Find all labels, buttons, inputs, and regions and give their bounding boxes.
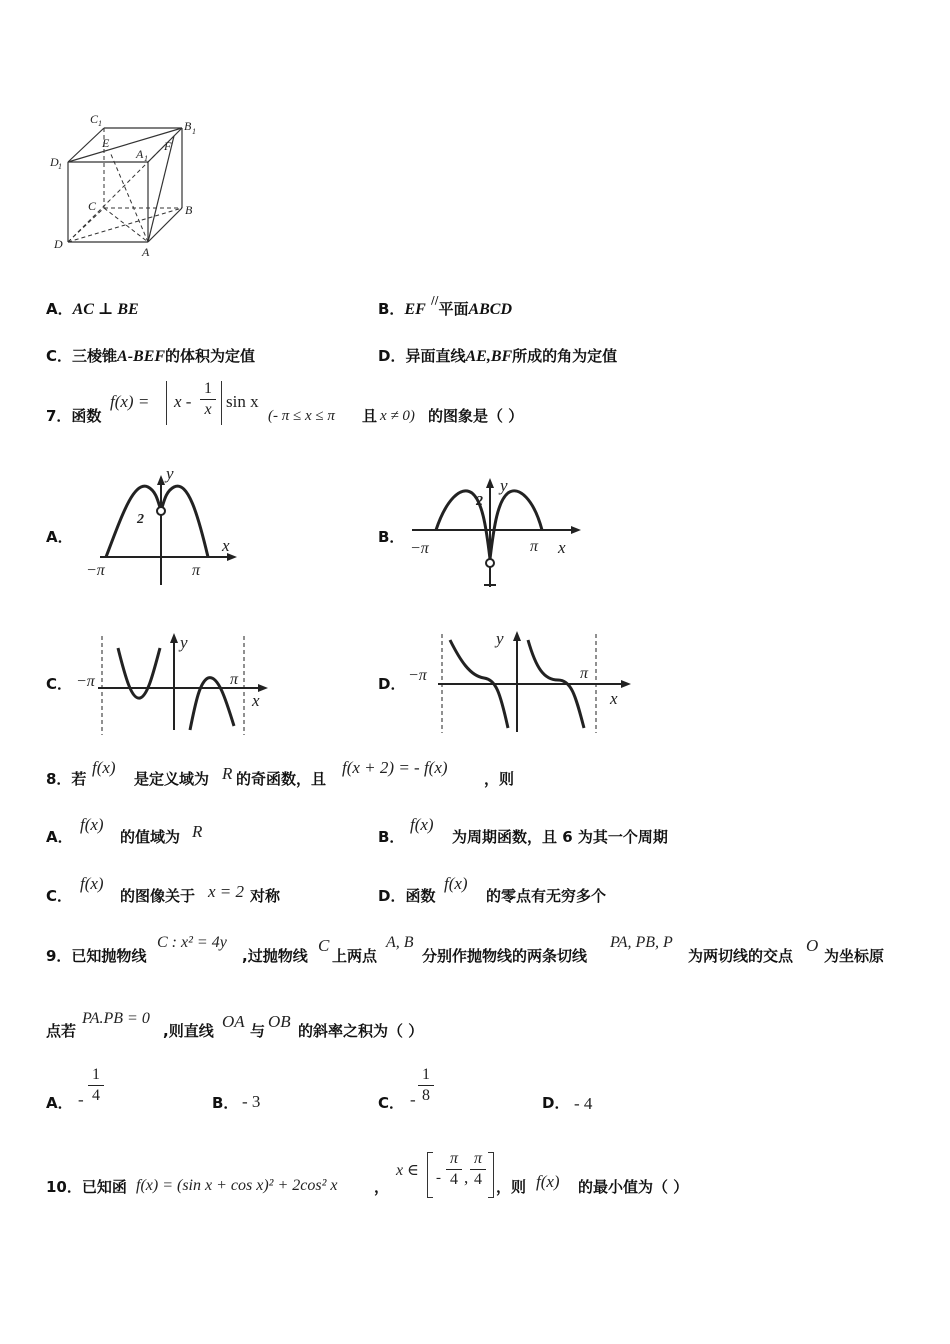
q7-option-a[interactable]: A． <box>46 528 73 546</box>
graph-a-y-label: y <box>166 464 174 483</box>
svg-text:1: 1 <box>98 119 102 128</box>
cube-figure <box>40 110 210 260</box>
q10-function: f(x) = (sin x + cos x)² + 2cos² x <box>136 1177 338 1194</box>
q6-option-d[interactable]: D．异面直线AE,BF所成的角为定值 <box>378 347 618 365</box>
q9-number: 9．已知抛物线 <box>46 947 147 965</box>
q9-option-a[interactable]: A． <box>46 1094 73 1112</box>
q8-eq: f(x + 2) = - f(x) <box>342 758 448 777</box>
q9-option-c[interactable]: C． <box>378 1094 405 1112</box>
cube-label-d1: D <box>50 155 59 169</box>
q8-option-d[interactable]: D．函数 <box>378 887 436 905</box>
q6-option-c[interactable]: C．三棱锥A-BEF的体积为定值 <box>46 347 256 365</box>
q7-graph-b[interactable] <box>406 475 581 590</box>
q7-neq: x ≠ 0) <box>380 408 415 424</box>
q7-f-lhs: f(x) = <box>110 392 150 411</box>
q7-number: 7．函数 <box>46 407 102 425</box>
q7-option-d[interactable]: D． <box>378 675 406 693</box>
q9-dot-product: PA.PB = 0 <box>82 1010 150 1027</box>
q9-c-frac: 1 8 <box>418 1066 434 1105</box>
q7-option-c[interactable]: C． <box>46 675 73 693</box>
q9-a-frac: 1 4 <box>88 1066 104 1105</box>
q10-number: 10．已知函 <box>46 1178 127 1196</box>
q7-and: 且 <box>362 407 378 425</box>
cube-label-f: F <box>164 139 172 153</box>
q8-option-b[interactable]: B． <box>378 828 405 846</box>
cube-label-a1: A <box>136 147 144 161</box>
q6-option-b[interactable]: B．EF //平面ABCD <box>378 294 513 318</box>
cube-label-d: D <box>54 237 63 251</box>
q7-tail: 的图象是（ ） <box>428 407 524 425</box>
q8-option-a[interactable]: A． <box>46 828 73 846</box>
svg-text:1: 1 <box>192 127 196 136</box>
cube-label-b1: B <box>184 119 192 133</box>
q7-sin: sin x <box>226 392 259 411</box>
q10-frac-left: π 4 <box>446 1150 462 1189</box>
graph-a-pi: π <box>192 562 201 579</box>
cube-label-b: B <box>185 203 193 217</box>
svg-text:1: 1 <box>144 154 148 163</box>
q9-option-b[interactable]: B． <box>212 1094 239 1112</box>
q8-option-c[interactable]: C． <box>46 887 73 905</box>
graph-b-two: 2 <box>476 494 483 509</box>
graph-d-pi: π <box>580 665 589 682</box>
graph-a-x-label: x <box>222 536 230 555</box>
q8-odd: 的奇函数，且 <box>236 770 327 788</box>
graph-c-pi: π <box>230 671 239 688</box>
graph-c-neg-pi: −π <box>76 673 95 690</box>
cube-label-e: E <box>102 136 110 150</box>
cube-label-c: C <box>88 199 97 213</box>
q10-frac-right: π 4 <box>470 1150 486 1189</box>
q7-x-minus: x - <box>174 392 192 411</box>
graph-b-y-label: y <box>500 476 508 495</box>
graph-d-x-label: x <box>610 689 618 708</box>
q7-graph-c[interactable] <box>72 630 272 735</box>
graph-b-x-label: x <box>558 538 566 557</box>
q7-domain: (- π ≤ x ≤ π <box>268 408 335 424</box>
graph-a-two: 2 <box>137 512 144 527</box>
q8-then: ，则 <box>484 770 515 788</box>
q7-frac: 1 x <box>200 380 216 419</box>
graph-c-x-label: x <box>252 691 260 710</box>
graph-b-neg-pi: −π <box>410 540 429 557</box>
q8-fx: f(x) <box>92 758 116 777</box>
q8-R: R <box>222 764 233 783</box>
q8-number: 8．若 <box>46 770 87 788</box>
graph-d-y-label: y <box>496 629 504 648</box>
graph-d-neg-pi: −π <box>408 667 427 684</box>
graph-b-pi: π <box>530 538 539 555</box>
svg-text:1: 1 <box>58 162 62 171</box>
q7-graph-a[interactable] <box>82 465 242 590</box>
q7-graph-d[interactable] <box>404 628 634 736</box>
graph-a-neg-pi: −π <box>86 562 105 579</box>
q8-def: 是定义域为 <box>134 770 210 788</box>
cube-label-c1: C <box>90 112 99 126</box>
q6-option-a[interactable]: A．AC ⊥ BE <box>46 300 139 318</box>
cube-label-a: A <box>142 245 150 259</box>
q9-option-d[interactable]: D． <box>542 1094 570 1112</box>
q7-option-b[interactable]: B． <box>378 528 405 546</box>
q9-parabola: C : x² = 4y <box>157 934 227 951</box>
graph-c-y-label: y <box>180 633 188 652</box>
